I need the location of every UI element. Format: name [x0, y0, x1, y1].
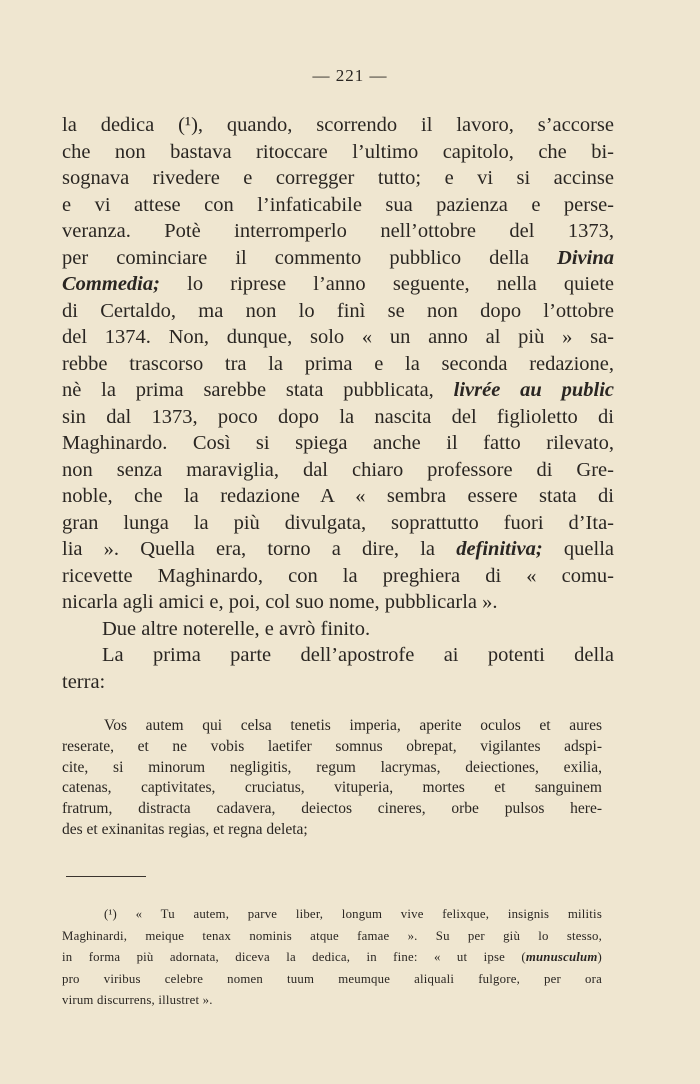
text-line: la dedica (¹), quando, scorrendo il lavoro, s’accorse: [62, 114, 614, 136]
text-line: Maghinardo. Così si spiega anche il fatto rilevato,: [62, 432, 614, 454]
footnote-divider: [66, 876, 146, 877]
text-line: per cominciare il commento pubblico della Divina: [62, 246, 614, 269]
text-line: ricevette Maghinardo, con la preghiera di « comu-: [62, 564, 614, 587]
text-line: del 1374. Non, dunque, solo « un anno al più » sa-: [62, 326, 614, 348]
paragraph-apostrofe-line: La prima parte dell’apostrofe ai potenti della: [102, 644, 614, 666]
footnote-line: in forma più adornata, diceva la dedica, in fine: « ut ipse (munusculum): [62, 950, 602, 964]
italic-commedia: Commedia;: [62, 273, 160, 295]
footnote-line: virum discurrens, illustret ».: [62, 993, 213, 1007]
italic-definitiva: definitiva;: [456, 538, 543, 560]
text-line: noble, che la redazione A « sembra essere stata di: [62, 485, 614, 507]
footnote-marker: (¹): [104, 907, 117, 921]
main-paragraph: [62, 112, 614, 695]
text-line: sin dal 1373, poco dopo la nascita del figlioletto di: [62, 405, 614, 428]
text-line: che non bastava ritoccare l’ultimo capitolo, che bi-: [62, 140, 614, 163]
paragraph-noterelle: Due altre noterelle, e avrò finito.: [102, 617, 371, 640]
text-line: veranza. Potè interromperlo nell’ottobre del 1373,: [62, 220, 614, 242]
text-line: non senza maraviglia, dal chiaro professore di Gre-: [62, 458, 614, 481]
latin-quotation: [62, 716, 602, 841]
italic-munusculum: munusculum: [525, 950, 598, 964]
quote-line: fratrum, distracta cadavera, deiectos cineres, orbe pulsos here-: [62, 800, 602, 818]
text-line: Commedia; lo riprese l’anno seguente, nella quiete: [62, 273, 614, 295]
quote-line: des et exinanitas regias, et regna deleta;: [62, 820, 308, 838]
italic-divina: Divina: [557, 246, 614, 269]
text-line: di Certaldo, ma non lo finì se non dopo l’ottobre: [62, 299, 614, 322]
paragraph-apostrofe-line: terra:: [62, 670, 106, 693]
text-line: rebbe trascorso tra la prima e la seconda redazione,: [62, 352, 614, 375]
page-number: — 221 —: [312, 66, 388, 85]
text-line: e vi attese con l’infaticabile sua pazienza e perse-: [62, 193, 614, 216]
text-line: sognava rivedere e corregger tutto; e vi si accinse: [62, 167, 614, 189]
footnote-line: Maghinardi, meique tenax nominis atque famae ». Su per giù lo stesso,: [62, 928, 602, 943]
footnote: [62, 904, 602, 1012]
text-line: lia ». Quella era, torno a dire, la definitiva; quella: [62, 538, 614, 560]
footnote-line: pro viribus celebre nomen tuum meumque aliquali fulgore, per ora: [62, 971, 602, 986]
quote-line: catenas, captivitates, cruciatus, vituperia, mortes et sanguinem: [62, 779, 602, 797]
quote-line: reserate, et ne vobis laetifer somnus obrepat, vigilantes adspi-: [62, 737, 602, 755]
text-line: gran lunga la più divulgata, soprattutto fuori d’Ita-: [62, 511, 614, 534]
quote-line: Vos autem qui celsa tenetis imperia, aperite oculos et aures: [104, 717, 602, 734]
text-line: nè la prima sarebbe stata pubblicata, livrée au public: [62, 379, 614, 401]
italic-livree: livrée au public: [453, 379, 614, 401]
text-line: nicarla agli amici e, poi, col suo nome, pubblicarla ».: [62, 591, 498, 613]
footnote-line: (¹) « Tu autem, parve liber, longum vive felixque, insignis militis: [104, 907, 602, 921]
quote-line: cite, si minorum negligitis, regum lacrymas, deiectiones, exilia,: [62, 758, 602, 776]
